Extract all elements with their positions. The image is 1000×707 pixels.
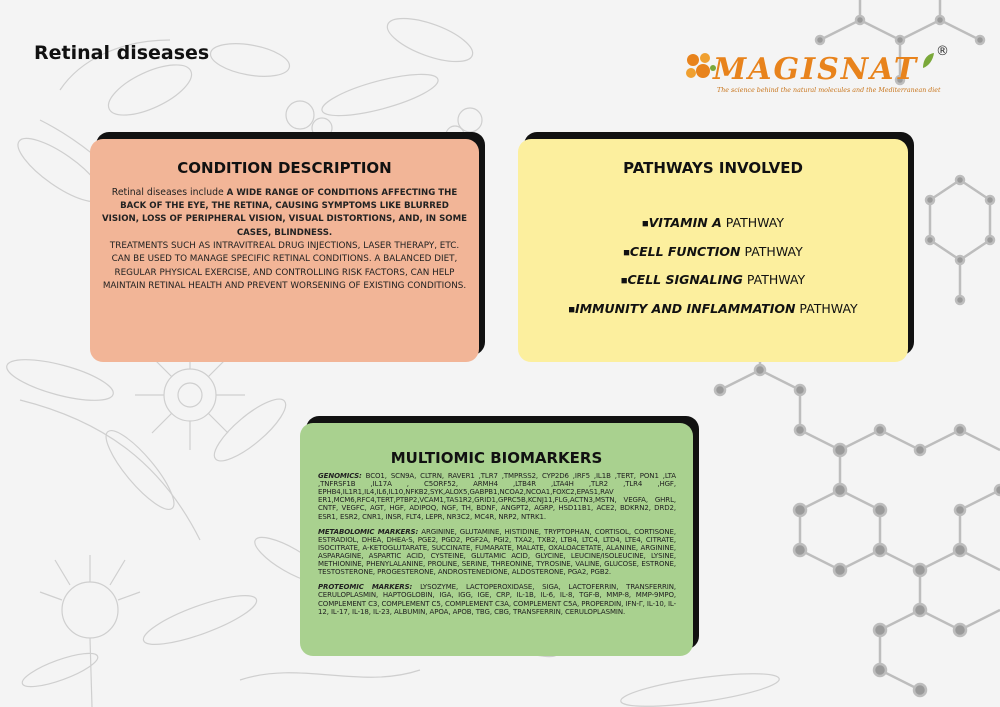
biomarker-lists <box>318 472 676 623</box>
condition-intro: Retinal diseases include <box>111 187 227 198</box>
condition-description-card <box>90 139 479 362</box>
metabolomic-label: METABOLOMIC MARKERS: <box>318 527 419 536</box>
pathway-name: CELL FUNCTION <box>629 243 741 259</box>
pathways-card <box>518 139 908 362</box>
pathway-item <box>518 272 908 301</box>
square-bullet-icon: ■ <box>568 305 575 313</box>
logo-tagline: The science behind the natural molecules and the Mediterranean diet <box>717 87 941 94</box>
square-bullet-icon: ■ <box>623 248 630 256</box>
condition-text <box>102 186 467 293</box>
pathway-item <box>518 301 908 330</box>
genomics-list: BCO1, SCN9A, CLTRN, RAVER1 ,TLR7 ,TMPRSS2, CYP2D6 ,IRF5 ,IL1B ,TERT, PON1 ,LTA ,TNFRSF1B ,IL17A , C5ORF52, ARMH4 ,LTB4R ,LTA4H ,TLR2 ,TLR4 ,HGF, EPHB4,IL1R1,IL4,IL6,IL10,NFKB2,SYK,ALOX5,GABPB1,NCOA2,NCOA1,FOXC2,EPAS1,RAV ER1,MCM6,RFC4,TERT,PTBP2,VCAM1,TAS1R2,GRID1,GPRC5B,KCNJ11,FLG,ACTN3,MSTN, VEGFA, GHRL, CNTF, VEGFC, AGT, HGF, ADIPOQ, NGF, TH, BDNF, ANGPT2, AGRP, HSD11B1, ACE2, BDKRN2, DRD2, ESR1, ESR2, CNR1, INSR, FLT4, LEPR, NR3C2, MC4R, NRP2, NTRK1. <box>318 472 676 521</box>
proteomic-list: LYSOZYME, LACTOPEROXIDASE, SIGA, LACTOFERRIN, TRANSFERRIN, CERULOPLASMIN, HAPTOGLOBIN, IGA, IGG, IGE, CRP, IL-1B, IL-6, IL-8, TGF-B, MMP-8, MMP-9MPO, COMPLEMENT C3, COMPLEMENT C5, COMPLEMENT C3A, COMPLEMENT C5A, PROPERDIN, IFN-Γ, IL-10, IL-12, IL-17, IL-18, IL-23, ALBUMIN, APOA, APOB, TBG, CBG, TRANSFERRIN, CERULOPLASMIN. <box>318 583 677 616</box>
multiomic-title: MULTIOMIC BIOMARKERS <box>390 449 603 467</box>
pathway-suffix: PATHWAY <box>746 272 806 287</box>
pathway-name: IMMUNITY AND INFLAMMATION <box>574 300 796 316</box>
genomics-label: GENOMICS: <box>318 472 362 480</box>
condition-title: CONDITION DESCRIPTION <box>177 159 392 177</box>
proteomic-block <box>318 583 676 615</box>
square-bullet-icon: ■ <box>642 219 649 228</box>
condition-emphasis: A WIDE RANGE OF CONDITIONS AFFECTING THE BACK OF THE EYE, THE RETINA, CAUSING SYMPTOMS LIKE BLURRED VISION, LOSS OF PERIPHERAL VISION, VISUAL DISTORTIONS, AND, IN SOME CASES, BLINDNESS. <box>102 188 468 238</box>
genomics-block <box>318 472 676 521</box>
pathway-item <box>518 244 908 273</box>
multiomic-biomarkers-card <box>300 423 693 656</box>
registered-mark: ® <box>936 44 949 59</box>
square-bullet-icon: ■ <box>620 276 628 285</box>
leaf-icon <box>921 52 935 70</box>
proteomic-label: PROTEOMIC MARKERS: <box>318 583 413 592</box>
magisnat-logo <box>683 44 953 104</box>
condition-body: TREATMENTS SUCH AS INTRAVITREAL DRUG INJECTIONS, LASER THERAPY, ETC. CAN BE USED TO MANAGE SPECIFIC RETINAL CONDITIONS. A BALANCED DIET, REGULAR PHYSICAL EXERCISE, AND CONTROLLING RISK FACTORS, CAN HELP MAINTAIN RETINAL HEALTH AND PREVENT WORSENING OF EXISTING CONDITIONS. <box>102 240 467 292</box>
pathway-suffix: PATHWAY <box>744 243 803 259</box>
metabolomic-list: ARGININE, GLUTAMINE, HISTIDINE, TRYPTOPHAN, CORTISOL, CORTISONE, ESTRADIOL, DHEA, DHEA-S, PGE2, PGD2, PGF2A, PGI2, TXA2, TXB2, LTB4, LTC4, LTD4, LTE4, CITRATE, ISOCITRATE, A-KETOGLUTARATE, SUCCINATE, FUMARATE, MALATE, OXALOACETATE, ALANINE, ARGININE, ASPARAGINE, ASPARTIC ACID, CYSTEINE, GLUTAMIC ACID, GLYCINE, LEUCINE/ISOLEUCINE, LYSINE, METHIONINE, PHENYLALANINE, PROLINE, SERINE, THREONINE, TYROSINE, VALINE, GLUCOSE, ESTRONE, TESTOSTERONE, PROGESTERONE, ANDROSTENEDIONE, ALDOSTERONE, PGA2, PGB2. <box>318 527 676 577</box>
pathway-list <box>518 215 908 329</box>
logo-name: MAGISNAT <box>713 52 919 87</box>
metabolomic-block <box>318 528 676 577</box>
pathways-title: PATHWAYS INVOLVED <box>623 159 803 177</box>
pathway-suffix: PATHWAY <box>725 215 784 230</box>
pathway-item <box>518 215 908 244</box>
pathway-name: VITAMIN A <box>648 215 722 230</box>
pathway-name: CELL SIGNALING <box>627 272 743 287</box>
pathway-suffix: PATHWAY <box>799 300 858 316</box>
page-title: Retinal diseases <box>34 42 210 64</box>
